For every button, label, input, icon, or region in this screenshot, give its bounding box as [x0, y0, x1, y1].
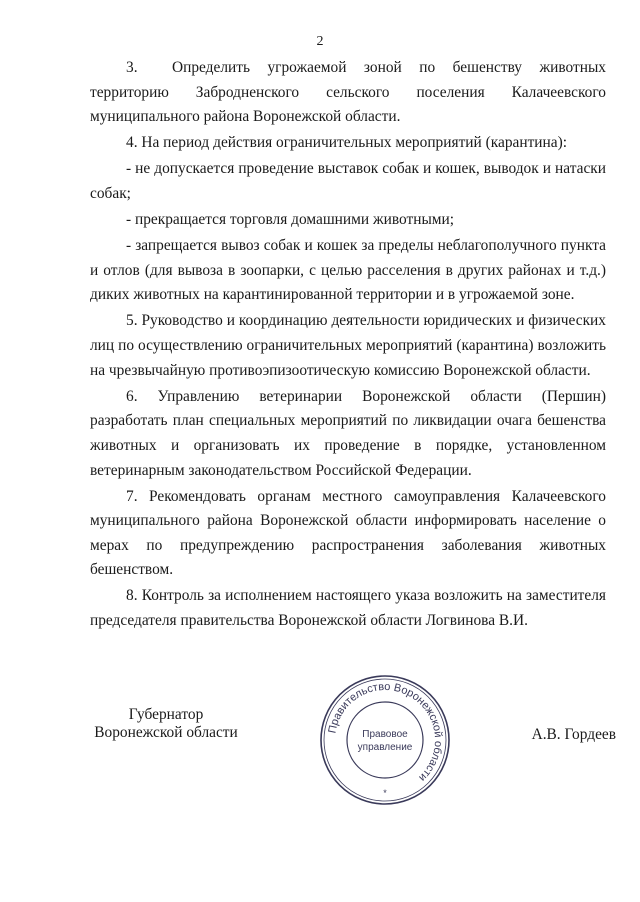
seal-center-line: управление: [357, 742, 413, 753]
paragraph-8: 8. Контроль за исполнением настоящего указа возложить на заместителя председателя правительства Воронежской области Логвинова В.И.: [90, 587, 606, 630]
seal-ring-text: Правительство Воронежской области: [326, 680, 445, 784]
paragraph-3: [90, 56, 606, 130]
paragraph-4: 4. На период действия ограничительных мероприятий (карантина):: [126, 134, 568, 152]
signatory-title-line: Губернатор: [128, 706, 204, 723]
list-item: - запрещается вывоз собак и кошек за пределы неблагополучного пункта и отлов (для вывоза в зоопарки, с целью расселения в других районах и т.д.) диких животных на карантинированной территории и в угрожаемой зоне.: [90, 237, 606, 304]
signatory-name: А.В. Гордеев: [531, 726, 616, 743]
paragraph-number: 3.: [126, 59, 138, 76]
signatory-title-line: Воронежской области: [94, 724, 238, 741]
seal-outer-ring: [321, 676, 449, 804]
seal-graphic: [315, 670, 455, 810]
paragraph-6: 6. Управлению ветеринарии Воронежской области (Першин) разработать план специальных мероприятий по ликвидации очага бешенства животных и организовать их проведение в порядке, установленном ветеринарным законодательством Российской Федерации.: [90, 387, 606, 479]
paragraph-7: 7. Рекомендовать органам местного самоуправления Калачеевского муниципального района Воронежской области информировать население о мерах по предупреждению распространения заболевания животных бешенством.: [90, 487, 606, 579]
seal-center-line: Правовое: [362, 729, 408, 740]
paragraph-text: Определить угрожаемой зоной по бешенству животных территорию Забродненского сельского поселения Калачеевского муниципального района Воронежской области.: [90, 59, 606, 126]
signatory-title: [86, 706, 246, 742]
list-item: - прекращается торговля домашними животными;: [126, 211, 455, 229]
page-number: 2: [316, 34, 324, 49]
seal-outer-ring-inner: [324, 679, 446, 801]
paragraph-5: 5. Руководство и координацию деятельности юридических и физических лиц по осуществлению ограничительных мероприятий (карантина) возложить на чрезвычайную противоэпизоотическую комиссию Воронежской области.: [90, 312, 606, 379]
seal-inner-ring: [347, 702, 423, 778]
list-item: - не допускается проведение выставок собак и кошек, выводок и натаски собак;: [90, 160, 606, 202]
seal-star-icon: *: [383, 788, 387, 798]
document-body: [90, 56, 606, 635]
official-seal-stamp: [315, 670, 455, 810]
